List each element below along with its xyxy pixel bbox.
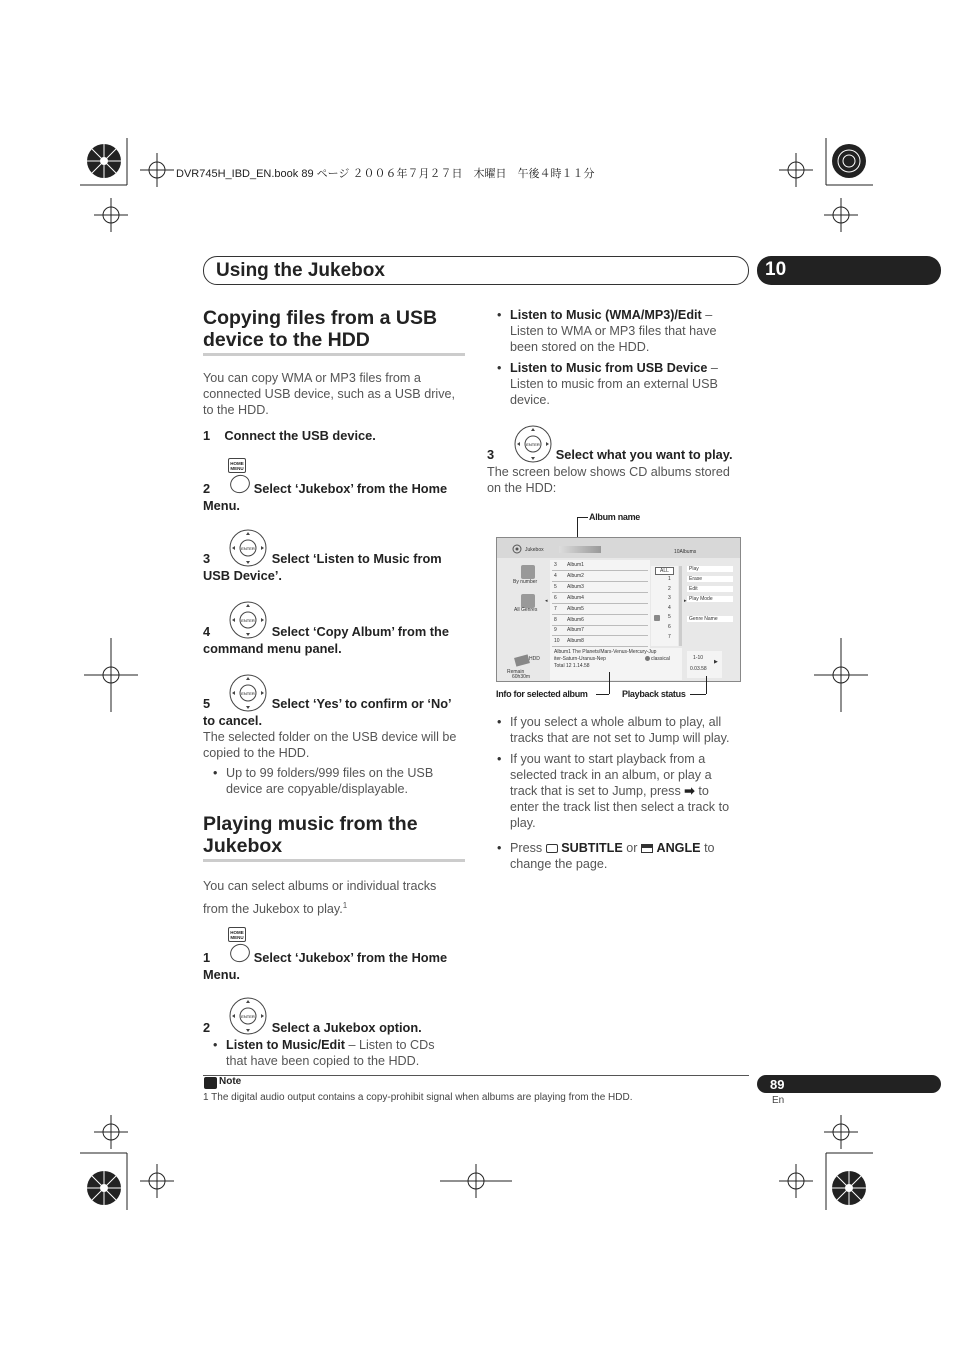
step-text: Select ‘Copy Album’ from the [271, 624, 449, 639]
section-title-line: Jukebox [203, 835, 283, 857]
album-name: Album1 [567, 562, 584, 568]
album-name: Album3 [567, 583, 584, 590]
step-text: USB Device’. [203, 568, 282, 583]
option-name: Listen to Music (WMA/MP3)/Edit [510, 308, 702, 322]
step3-description [487, 464, 752, 496]
genre-label: classical [651, 656, 670, 662]
step-connect-usb: 1 Connect the USB device. [203, 428, 376, 443]
by-number-icon [521, 565, 535, 579]
section-intro [203, 370, 468, 418]
info-line-2: iter-Saturn-Uranus-Nep [554, 656, 606, 662]
step-text: Menu. [203, 967, 240, 982]
track-number[interactable]: 1 [668, 576, 671, 582]
right-arrow-icon: ➡ [684, 784, 695, 798]
album-row[interactable] [552, 572, 648, 582]
track-number[interactable]: 4 [668, 604, 671, 611]
menu-item[interactable]: Play Mode [687, 596, 733, 602]
section-title-line: Copying files from a USB [203, 307, 438, 329]
option-listen-wma-mp3 [510, 307, 750, 355]
text-line: • Up to 99 folders/999 files on the USB [226, 766, 434, 780]
album-number: 4 [554, 572, 557, 579]
jukebox-screen [496, 537, 741, 682]
album-row[interactable] [552, 605, 648, 615]
angle-icon [641, 844, 653, 853]
option-name: Listen to Music/Edit [226, 1038, 345, 1052]
album-number: 5 [554, 583, 557, 590]
status-line-1: 1-10 [693, 655, 704, 661]
section-title-copying [203, 307, 437, 351]
text-line: that have been copied to the HDD. [226, 1054, 420, 1068]
option-listen-usb [510, 360, 750, 408]
chapter-header [203, 256, 749, 285]
text-line: from the Jukebox to play. [203, 902, 343, 917]
svg-text:ENTER: ENTER [526, 442, 540, 447]
album-row[interactable] [552, 626, 648, 636]
menu-item[interactable]: Erase [687, 576, 733, 582]
all-genres-icon [521, 594, 535, 608]
album-name: Album2 [567, 572, 584, 579]
text-line: • If you select a whole album to play, all [510, 715, 722, 729]
option-name: Listen to Music from USB Device [510, 361, 708, 375]
info-line-1: Album1 The Planets/Mars-Venus-Mercury-Jup [554, 649, 657, 655]
home-menu-icon: HOME MENU [228, 458, 246, 473]
chapter-number: 10 [757, 256, 941, 285]
menu-item[interactable]: Genre Name [687, 616, 733, 622]
album-count: 10Albums [674, 549, 697, 555]
section-rule [203, 859, 465, 862]
step-text: Select ‘Yes’ to confirm or ‘No’ [271, 696, 452, 711]
album-number: 3 [554, 562, 557, 568]
bullet-whole-album [510, 714, 755, 746]
screen-title: Jukebox [525, 547, 544, 553]
step-text: Menu. [203, 498, 240, 513]
text-line: to [698, 784, 709, 798]
subtitle-icon [546, 844, 558, 853]
by-number-label: By number [513, 579, 538, 585]
callout-line [577, 517, 588, 518]
remain-label: Remain [507, 669, 525, 675]
callout-line [609, 672, 610, 694]
text-line: The selected folder on the USB device will be [203, 730, 457, 744]
step-number: 3 [487, 447, 495, 462]
step-text: Select a Jukebox option. [271, 1020, 422, 1035]
step-number: 5 [203, 696, 211, 711]
text-line: You can copy WMA or MP3 files from a [203, 371, 421, 385]
chapter-title: Using the Jukebox [216, 260, 385, 281]
track-number[interactable]: 6 [668, 624, 671, 630]
bullet-usb-limit [226, 765, 471, 797]
text-line: or [626, 841, 638, 855]
album-name: Album8 [567, 638, 584, 645]
text-line: selected track in an album, or play a [510, 768, 712, 782]
callout-line [690, 694, 706, 695]
status-line-2: 0.03.58 [690, 666, 707, 672]
hdd-icon [514, 654, 530, 666]
text-line: change the page. [510, 857, 608, 871]
step-confirm [203, 695, 468, 729]
jukebox-icon [512, 544, 524, 554]
album-number: 7 [554, 605, 557, 612]
text-line: • If you want to start playback from a [510, 752, 706, 766]
album-row[interactable] [552, 561, 648, 571]
album-name: Album6 [567, 616, 584, 623]
svg-text:ENTER: ENTER [241, 546, 255, 551]
track-jump-icon [654, 615, 660, 621]
scroll-right-arrow: ▸ [684, 598, 687, 604]
text-line: The screen below shows CD albums stored [487, 465, 730, 479]
section-title-playing [203, 813, 418, 857]
album-number: 6 [554, 594, 557, 601]
text-line: enter the track list then select a track to [510, 800, 730, 814]
step-number: 1 [203, 950, 211, 965]
callout-line [706, 676, 707, 694]
callout-info: Info for selected album [496, 689, 588, 699]
album-row[interactable] [552, 637, 648, 647]
section-title-line: device to the HDD [203, 329, 370, 351]
album-name: Album4 [567, 594, 584, 601]
track-scrollbar[interactable] [679, 566, 682, 646]
section-title-line: Playing music from the [203, 813, 418, 835]
section-rule [203, 353, 465, 356]
text-line: been stored on the HDD. [510, 340, 650, 354]
step-select-play [487, 446, 752, 463]
note-rule [203, 1075, 749, 1076]
track-number[interactable]: 2 [668, 585, 671, 592]
album-number: 9 [554, 627, 557, 634]
step-select-jukebox [203, 480, 468, 514]
text-line: connected USB device, such as a USB drive, [203, 387, 456, 401]
text-line: – [701, 308, 713, 322]
menu-item[interactable]: Edit [687, 586, 733, 592]
button-name: ANGLE [656, 841, 701, 855]
text-line: device are copyable/displayable. [226, 782, 409, 796]
step-number: 4 [203, 624, 211, 639]
step-text: Select ‘Jukebox’ from the Home [253, 950, 448, 965]
text-line: tracks that are not set to Jump will play. [510, 731, 730, 745]
album-number: 8 [554, 616, 557, 623]
track-panel [651, 566, 678, 646]
callout-line [596, 694, 609, 695]
step-text: Select what you want to play. [555, 447, 733, 462]
svg-text:ENTER: ENTER [241, 618, 255, 623]
text-line: Listen to WMA or MP3 files that have [510, 324, 717, 338]
page-number: 89 [770, 1077, 785, 1092]
print-header: DVR745H_IBD_EN.book 89 ページ ２００６年７月２７日 木曜日 午後４時１１分 [176, 168, 595, 180]
svg-text:ENTER: ENTER [241, 691, 255, 696]
callout-status: Playback status [622, 689, 686, 699]
track-number[interactable]: 7 [668, 633, 671, 640]
page-language: En [772, 1095, 785, 1106]
album-number: 10 [554, 638, 560, 645]
text-line: device. [510, 393, 550, 407]
note-icon [204, 1077, 217, 1089]
step-select-jukebox [203, 949, 468, 983]
menu-item[interactable]: Play [687, 566, 733, 572]
svg-text:ENTER: ENTER [241, 1014, 255, 1019]
remain-time: 60h30m [512, 674, 531, 680]
text-line: – [707, 361, 718, 375]
step-text: to cancel. [203, 713, 263, 728]
note-text: 1 The digital audio output contains a copy-prohibit signal when albums are playing from the HDD. [203, 1092, 633, 1103]
step-copy-album [203, 623, 468, 657]
title-gradient [559, 546, 601, 553]
track-number[interactable]: 5 [668, 614, 671, 621]
note-label: Note [219, 1076, 242, 1087]
option-listen-music-edit [226, 1037, 471, 1069]
button-name: SUBTITLE [561, 841, 623, 855]
step-text: Select ‘Jukebox’ from the Home [253, 481, 448, 496]
play-indicator-icon: ▶ [714, 659, 718, 665]
step-number: 2 [203, 481, 211, 496]
step-jukebox-option [203, 1019, 468, 1036]
hdd-label: HDD [529, 656, 540, 662]
album-name: Album5 [567, 605, 584, 612]
text-line: to the HDD. [203, 403, 269, 417]
step5-description [203, 729, 473, 761]
scroll-left-arrow: ◂ [545, 598, 548, 604]
text-line: You can select albums or individual tracks [203, 879, 437, 893]
footnote-ref[interactable]: 1 [342, 901, 348, 910]
bullet-page-change [510, 840, 755, 872]
section-intro [203, 876, 473, 919]
text-line: – Listen to CDs [344, 1038, 435, 1052]
text-line: track that is set to Jump, press [510, 784, 681, 798]
bullet-start-track [510, 751, 755, 831]
album-row[interactable] [552, 594, 648, 604]
step-text: Select ‘Listen to Music from [271, 551, 442, 566]
page-number-tab [757, 1075, 941, 1093]
track-number[interactable]: 3 [668, 595, 671, 602]
album-name: Album7 [567, 627, 584, 634]
home-menu-icon: HOME MENU [228, 927, 246, 942]
all-genres-label: All Genres [514, 607, 538, 613]
step-number: 2 [203, 1020, 211, 1035]
album-row[interactable] [552, 616, 648, 626]
track-all[interactable]: ALL [655, 567, 674, 575]
text-line: Listen to music from an external USB [510, 377, 718, 391]
text-line: play. [510, 816, 536, 830]
text-line: copied to the HDD. [203, 746, 310, 760]
text-line: to [704, 841, 715, 855]
text-line: Press [510, 841, 543, 855]
step-listen-usb [203, 550, 468, 584]
info-line-3: Total 12 1.14.58 [554, 663, 590, 669]
genre-icon [645, 656, 650, 661]
callout-album-name: Album name [589, 512, 641, 522]
step-text: command menu panel. [203, 641, 342, 656]
album-row[interactable] [552, 583, 648, 593]
step-number: 3 [203, 551, 211, 566]
text-line: on the HDD: [487, 481, 557, 495]
